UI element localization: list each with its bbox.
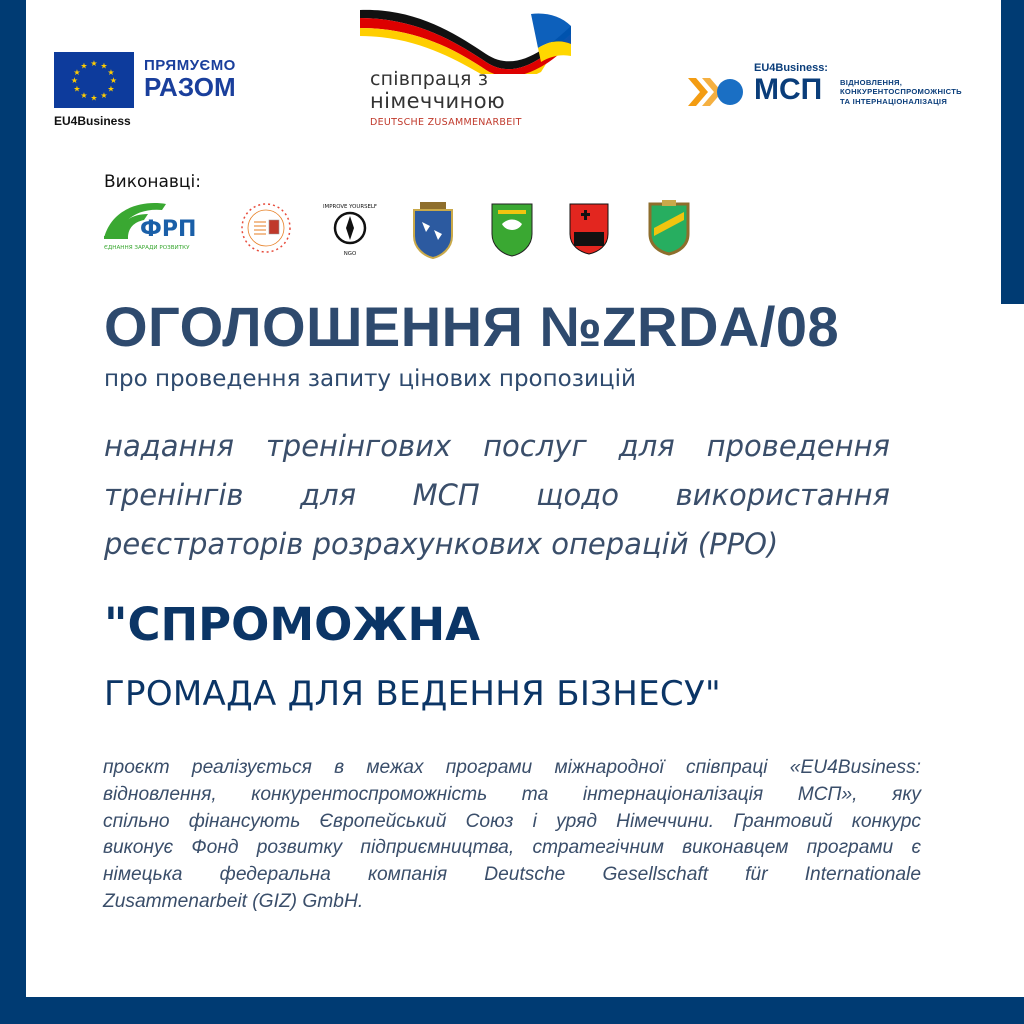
msp-logo-subtitle-line: ВІДНОВЛЕННЯ, [840,78,903,87]
ngo-logo-top-text: IMPROVE YOURSELF [322,204,378,210]
eu-slogan [144,58,236,100]
executors-label: Виконавці: [104,172,201,192]
germany-cooperation-logo [356,4,576,129]
svg-text:★: ★ [90,93,98,103]
svg-text:★: ★ [100,91,108,100]
coat-of-arms-3-icon [568,202,610,256]
footer-line: німецька федеральна компанія Deutsche Gesellschaft für Internationale [103,864,921,886]
frp-logo-name: ФРП [140,217,197,242]
svg-text:★: ★ [73,84,81,94]
eu-flag-icon [54,52,134,108]
svg-text:★: ★ [107,68,115,77]
germany-cooperation-text [370,70,522,128]
germany-ukraine-ribbon-icon [356,4,576,74]
svg-text:★: ★ [90,59,98,68]
coat-of-arms-1-icon [410,200,456,260]
eu-caption: EU4Business [54,114,131,128]
svg-text:★: ★ [70,76,79,85]
germany-line1: співпраця з [370,68,489,90]
description-line: реєстраторів розрахункових операцій (РРО) [104,527,779,561]
msp-logo-top: EU4Business: [754,62,828,74]
eu-logo [54,52,254,132]
svg-text:★: ★ [80,61,88,71]
footer-line: виконує Фонд розвитку підприємництва, стратегічним виконавцем програми є [103,837,921,859]
msp-logo [688,62,993,112]
frp-logo-tagline: ЄДНАННЯ ЗАРАДИ РОЗВИТКУ [104,245,190,251]
msp-logo-subtitle [840,78,962,106]
msp-logo-subtitle-line: КОНКУРЕНТОСПРОМОЖНІСТЬ [840,87,962,97]
frame-left [0,0,26,1024]
germany-line3: DEUTSCHE ZUSAMMENARBEIT [370,117,522,128]
msp-logo-big: МСП [754,73,823,106]
svg-text:★: ★ [109,76,118,85]
announcement-subtitle: про проведення запиту цінових пропозицій [104,366,636,392]
footer-line: проєкт реалізується в межах програми міжнародної співпраці «EU4Business: [103,757,921,778]
footer-line: відновлення, конкурентоспроможність та інтернаціоналізація МСП», яку [103,783,921,805]
footer-line: Zusammenarbeit (GIZ) GmbH. [103,890,364,912]
coat-of-arms-2-icon [490,202,534,258]
frp-logo [102,198,214,254]
footer-line: спільно фінансують Європейський Союз і уряд Німеччини. Грантовий конкурс [103,810,921,832]
announcement-title: ОГОЛОШЕННЯ №ZRDA/08 [104,295,840,358]
ngo-logo-bottom-text: NGO [343,251,357,257]
svg-text:★: ★ [80,91,88,100]
msp-arrows-icon [688,76,744,108]
ngo-improve-yourself-logo [318,198,382,260]
description-line: надання тренінгових послуг для проведення [104,429,890,463]
svg-text:★: ★ [73,68,81,77]
msp-logo-subtitle-line: ТА ІНТЕРНАЦІОНАЛІЗАЦІЯ [840,96,948,106]
partner-seal-logo [238,200,294,256]
project-footer-text [103,755,921,916]
announcement-description [104,422,890,569]
project-name-line1: "СПРОМОЖНА [104,598,480,651]
svg-text:★: ★ [107,84,115,94]
content-panel-ext2 [1001,304,1024,997]
coat-of-arms-4-icon [644,198,694,258]
eu-slogan-line1: ПРЯМУЄМО [144,57,236,74]
project-name-line2: ГРОМАДА ДЛЯ ВЕДЕННЯ БІЗНЕСУ" [104,674,721,714]
eu-slogan-line2: РАЗОМ [144,72,236,102]
partner-logos [100,198,700,260]
description-line: тренінгів для МСП щодо використання [104,478,890,512]
germany-line2: німеччиною [370,89,506,113]
frame-bottom [0,997,1024,1024]
frame-right [1001,0,1024,304]
svg-text:★: ★ [100,61,108,71]
